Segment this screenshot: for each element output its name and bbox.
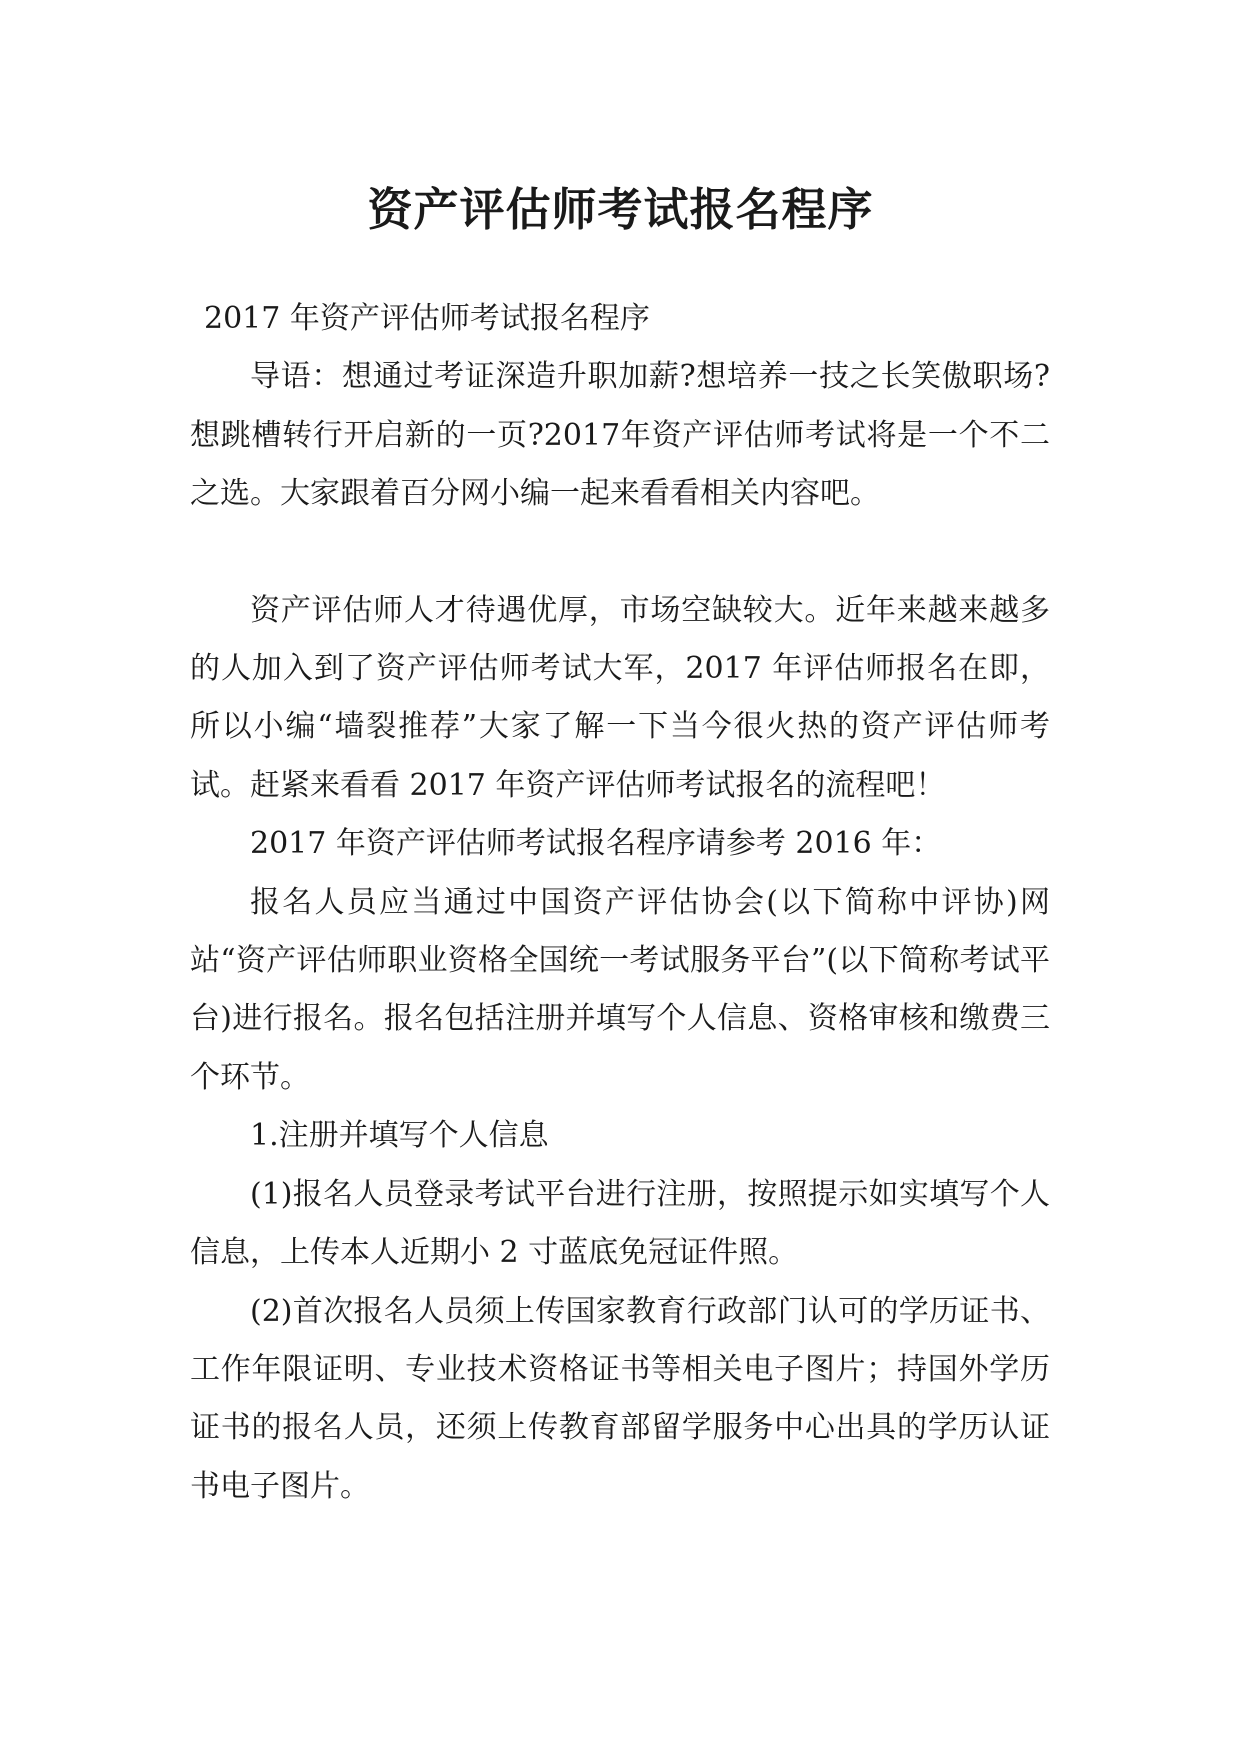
body-paragraph: 报名人员应当通过中国资产评估协会(以下简称中评协)网站“资产评估师职业资格全国统一考试服务平台”(以下简称考试平台)进行报名。报名包括注册并填写个人信息、资格审核和缴费三个环节。 (190, 884, 1050, 1095)
list-item: (2)首次报名人员须上传国家教育行政部门认可的学历证书、工作年限证明、专业技术资格证书等相关电子图片；持国外学历证书的报名人员，还须上传教育部留学服务中心出具的学历认证书电子图片。 (190, 1293, 1050, 1504)
document-body (190, 290, 1050, 1516)
document-subtitle: 2017 年资产评估师考试报名程序 (204, 301, 650, 336)
intro-paragraph: 导语：想通过考证深造升职加薪?想培养一技之长笑傲职场?想跳槽转行开启新的一页?2017年资产评估师考试将是一个不二之选。大家跟着百分网小编一起来看看相关内容吧。 (190, 359, 1050, 512)
section-heading: 1.注册并填写个人信息 (250, 1118, 549, 1154)
list-item: (1)报名人员登录考试平台进行注册，按照提示如实填写个人信息，上传本人近期小 2 寸蓝底免冠证件照。 (190, 1176, 1050, 1271)
body-paragraph: 资产评估师人才待遇优厚，市场空缺较大。近年来越来越多的人加入到了资产评估师考试大军，2017 年评估师报名在即，所以小编“墙裂推荐”大家了解一下当今很火热的资产评估师考试。赶紧来看看 2017 年资产评估师考试报名的流程吧！ (190, 592, 1050, 803)
document-title: 资产评估师考试报名程序 (367, 183, 874, 237)
body-paragraph: 2017 年资产评估师考试报名程序请参考 2016 年： (250, 826, 942, 862)
